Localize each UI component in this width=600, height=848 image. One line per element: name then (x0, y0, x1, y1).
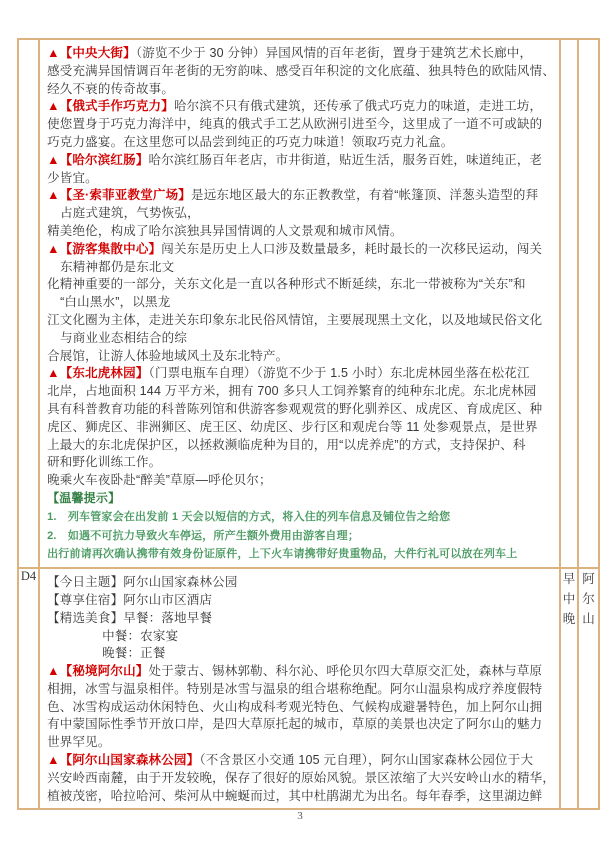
text-line (47, 610, 555, 628)
body-text: 化精神重要的一部分，关东文化是一直以各种形式不断延续，东北一带被称为“关东”和 (47, 277, 526, 292)
text-line (47, 63, 555, 81)
text-line (47, 699, 555, 717)
text-line (47, 437, 555, 455)
itinerary-cell (39, 568, 560, 809)
text-line (47, 681, 555, 699)
body-text: 使您置身于巧克力海洋中，纯真的俄式手工艺从欧洲引进至今，这里成了一道不可或缺的 (47, 117, 543, 132)
body-text: 北岸，占地面积 144 万平方米，拥有 700 多只人工饲养繁育的纯种东北虎。东北虎林园 (47, 384, 537, 399)
highlight-red-text: ▲【游客集散中心】 (47, 241, 162, 256)
highlight-red-text: ▲【哈尔滨红肠】 (47, 152, 149, 167)
notice-green-text: 1. 列车管家会在出发前 1 天会以短信的方式，将入住的列车信息及铺位告之给您 (47, 510, 451, 523)
notice-green-heading: 【温馨提示】 (47, 490, 121, 505)
text-line (47, 508, 555, 527)
text-line (47, 348, 555, 366)
body-text: 是远东地区最大的东正教教堂，有着“帐篷顶、洋葱头造型的拜 (191, 188, 539, 203)
body-text: 与商业业态相结合的综 (60, 330, 188, 345)
page-number: 3 (297, 810, 303, 822)
text-line (47, 752, 555, 770)
location-cell (578, 568, 599, 809)
body-text: （门票电瓶车自理）（游览不少于 1.5 小时）东北虎林园坐落在松花江 (148, 366, 530, 381)
body-text: 巧克力盛宴。在这里您可以品尝到纯正的巧克力味道！领取巧克力礼盒。 (47, 134, 454, 149)
highlight-red-text: ▲【圣·索菲亚教堂广场】 (47, 188, 191, 203)
body-text: 相拥，冰雪与温泉相伴。特别是冰雪与温泉的组合堪称绝配。阿尔山温泉构成疗养度假特 (47, 681, 543, 696)
text-line (47, 770, 555, 788)
body-text: 合展馆，让游人体验地域风土及东北特产。 (47, 348, 289, 363)
location-text: 阿尔 (582, 572, 595, 607)
text-line (47, 788, 555, 806)
text-line (47, 294, 555, 312)
body-text: 兴安岭西南麓，由于开发较晚，保存了很好的原始风貌。景区浓缩了大兴安岭山水的精华， (47, 770, 556, 785)
text-line (47, 205, 555, 223)
body-text: （游览不少于 30 分钟）异国风情的百年老街，置身于建筑艺术长廊中， (135, 46, 533, 60)
meal-char: 中 (562, 592, 576, 607)
body-text: 有中蒙国际性季节开放口岸，是四大草原托起的城市，草原的美景也决定了阿尔山的魅力 (47, 717, 543, 732)
notice-green-text: 出行前请再次确认携带有效身份证原件，上下火车请携带好贵重物品，大件行礼可以放在列车上 (47, 548, 518, 561)
day-cell (18, 39, 39, 568)
itinerary-table (17, 38, 600, 810)
body-text: 经久不衰的传奇故事。 (47, 81, 175, 96)
text-line (47, 628, 555, 646)
highlight-red-text: ▲【东北虎林园】 (47, 366, 149, 381)
meal-char: 早 (562, 572, 576, 587)
text-line (47, 170, 555, 188)
body-text: 研和野化训练工作。 (47, 455, 162, 470)
day-cell: D4 (18, 568, 39, 809)
body-text: 少皆宜。 (47, 170, 98, 185)
body-text: 植被茂密，哈拉哈河、柴河从中蜿蜒而过，其中杜鹃湖尤为出名。每年春季，这里湖边鲜 (47, 788, 543, 803)
location-cell (578, 39, 599, 568)
body-text: 占庭式建筑，气势恢弘， (60, 206, 200, 221)
text-line (47, 81, 555, 99)
text-line (47, 574, 555, 592)
text-line (47, 472, 555, 490)
body-text: 哈尔滨不只有俄式建筑，还传承了俄式巧克力的味道，走进工坊， (173, 99, 543, 114)
meals-cell (560, 568, 578, 809)
body-text: 【今日主题】阿尔山国家森林公园 (47, 575, 238, 590)
body-text: 【尊享住宿】阿尔山市区酒店 (47, 592, 213, 607)
body-text: 处于蒙古、锡林郭勒、科尔沁、呼伦贝尔四大草原交汇处，森林与草原 (148, 664, 543, 679)
text-line (47, 419, 555, 437)
text-line (47, 223, 555, 241)
body-text: 闯关东是历史上人口涉及数量最多，耗时最长的一次移民运动，闯关 (161, 241, 543, 256)
text-line (47, 152, 555, 170)
body-text: 哈尔滨红肠百年老店，市井街道，贴近生活，服务百姓，味道纯正，老 (148, 152, 543, 167)
text-line (47, 663, 555, 681)
text-line (47, 134, 555, 152)
body-text: 江文化圈为主体，走进关东印象东北民俗风情馆，主要展现黑土文化，以及地域民俗文化 (47, 312, 543, 327)
text-line (47, 490, 555, 508)
body-text: 色、冰雪构成运动休闲特色、火山构成科考观光特色、气候构成避暑特色，加上阿尔山拥 (47, 699, 543, 714)
meal-char: 晚 (562, 612, 576, 627)
text-line (47, 545, 555, 564)
table-row (18, 568, 599, 809)
text-line (47, 454, 555, 472)
itinerary-table-body (18, 39, 599, 809)
text-line (47, 383, 555, 401)
text-line (47, 276, 555, 294)
location-text: 山 (582, 612, 595, 627)
body-text: 中餐：农家宴 (102, 628, 179, 643)
text-line (47, 98, 555, 116)
highlight-red-text: ▲【中央大街】 (47, 46, 136, 60)
text-line (47, 241, 555, 259)
text-line (47, 401, 555, 419)
body-text: 精美绝伦，构成了哈尔滨独具异国情调的人文景观和城市风情。 (47, 223, 403, 238)
body-text: 世界罕见。 (47, 735, 111, 750)
notice-green-text: 2. 如遇不可抗力导致火车停运，所产生额外费用由游客自理； (47, 529, 360, 542)
text-line (47, 716, 555, 734)
text-line (47, 592, 555, 610)
highlight-red-text: ▲【俄式手作巧克力】 (47, 99, 174, 114)
body-text: 虎区、狮虎区、非洲狮区、虎王区、幼虎区、步行区和观虎台等 11 处参观景点，是世界 (47, 419, 538, 434)
text-line (47, 259, 555, 277)
body-text: 具有科普教育功能的科普陈列馆和供游客参观观赏的野化驯养区、成虎区、育成虎区、种 (47, 401, 543, 416)
text-line (47, 187, 555, 205)
text-line (47, 527, 555, 546)
itinerary-cell (39, 39, 560, 568)
highlight-red-text: ▲【秘境阿尔山】 (47, 664, 149, 679)
text-line (47, 45, 555, 63)
text-line (47, 312, 555, 330)
body-text: 上最大的东北虎保护区，以拯救濒临虎种为目的，用“以虎养虎”的方式，支持保护、科 (47, 437, 526, 452)
text-line (47, 330, 555, 348)
table-row (18, 39, 599, 568)
body-text: （不含景区小交通 105 元自理），阿尔山国家森林公园位于大 (199, 753, 534, 768)
text-line (47, 645, 555, 663)
meals-cell (560, 39, 578, 568)
body-text: 【精选美食】早餐：落地早餐 (47, 610, 213, 625)
body-text: 东精神都仍是东北文 (60, 259, 175, 274)
body-text: 感受充满异国情调百年老街的无穷韵味、感受百年积淀的文化底蕴、独具特色的欧陆风情、 (47, 63, 556, 78)
highlight-red-text: ▲【阿尔山国家森林公园】 (47, 753, 200, 768)
text-line (47, 365, 555, 383)
body-text: 晚乘火车夜卧赴“醉美”草原—呼伦贝尔； (47, 473, 272, 488)
body-text: “白山黑水”，以黑龙 (60, 295, 171, 310)
text-line (47, 734, 555, 752)
text-line (47, 116, 555, 134)
body-text: 晚餐：正餐 (102, 646, 166, 661)
